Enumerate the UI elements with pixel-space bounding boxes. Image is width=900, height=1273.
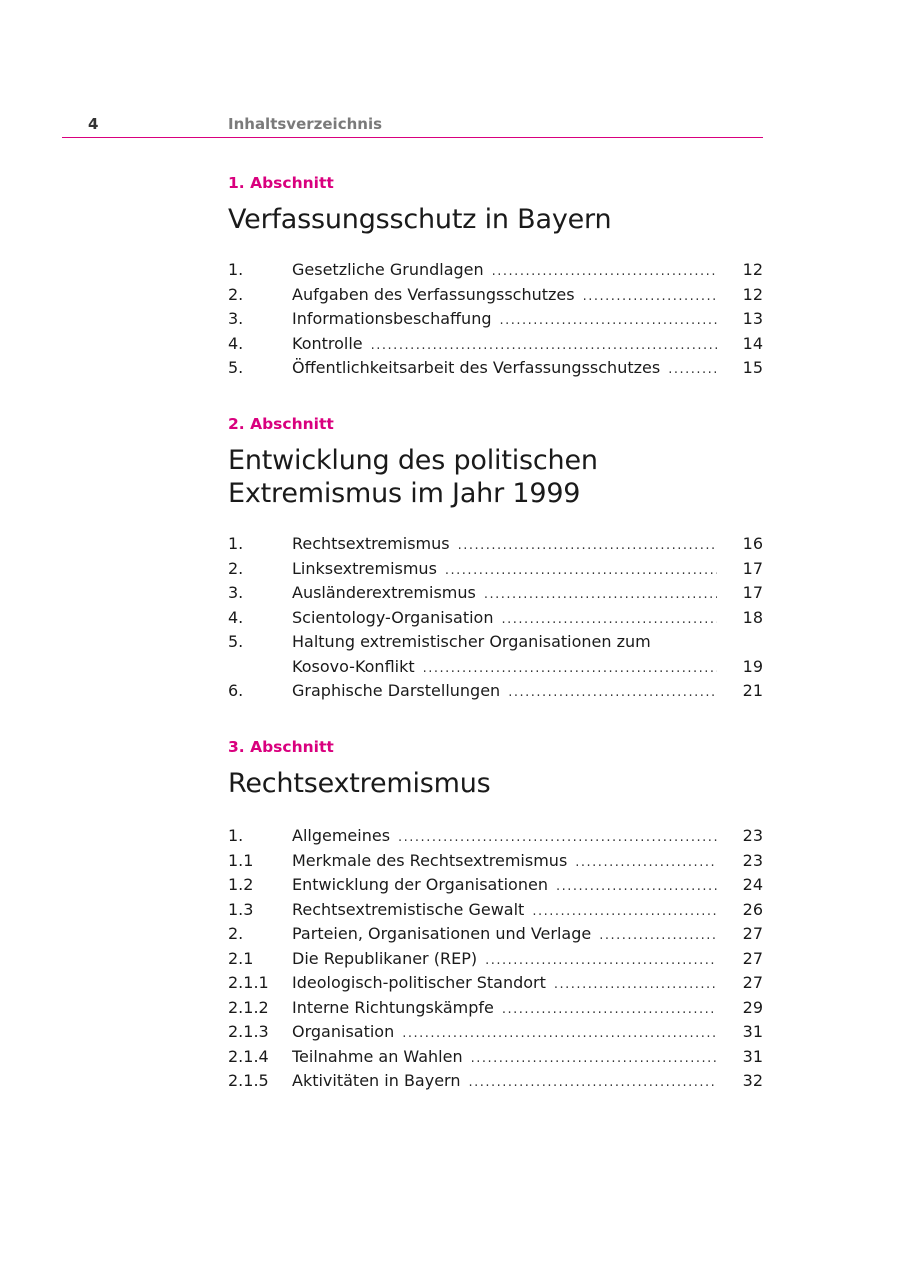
toc-entry[interactable] <box>228 873 763 898</box>
toc-entry-title <box>292 532 717 557</box>
toc-entry[interactable] <box>228 971 763 996</box>
toc-entry-title <box>292 898 717 923</box>
toc-entry-title <box>292 332 717 357</box>
toc-entry-number: 3. <box>228 583 244 602</box>
toc-entry-number: 1.3 <box>228 899 254 919</box>
toc-entry-page: 17 <box>742 558 763 578</box>
toc-entry[interactable] <box>228 679 763 704</box>
toc-entry-text: Kontrolle <box>292 333 363 353</box>
dot-leader <box>502 998 717 1021</box>
toc-section <box>228 737 763 1094</box>
section-title <box>228 767 763 800</box>
section-label: 2. Abschnitt <box>228 415 334 433</box>
toc-entry-title <box>292 606 717 631</box>
toc-entry-text: Graphische Darstellungen <box>292 681 501 700</box>
toc-entry-page: 24 <box>742 875 763 894</box>
dot-leader <box>398 826 717 849</box>
toc-list <box>228 532 763 704</box>
toc-entry-page: 27 <box>742 948 763 968</box>
toc-entry-page: 13 <box>742 309 763 328</box>
toc-entry-page: 15 <box>742 358 763 377</box>
toc-entry-text: Öffentlichkeitsarbeit des Verfassungsschutzes <box>292 358 661 377</box>
dot-leader <box>484 583 717 606</box>
toc-entry-page: 12 <box>742 260 763 279</box>
toc-entry-page: 27 <box>742 973 763 992</box>
toc-entry-title <box>292 356 717 381</box>
section-title <box>228 203 763 236</box>
toc-entry-page: 31 <box>742 1046 763 1066</box>
toc-entry-page: 18 <box>742 607 763 627</box>
toc-entry-text: Rechtsextremismus <box>292 534 450 553</box>
toc-entry-text: Haltung extremistischer Organisationen zum <box>292 632 651 651</box>
toc-entry[interactable] <box>228 557 763 582</box>
dot-leader <box>501 608 717 631</box>
toc-entry-number: 2. <box>228 558 244 578</box>
toc-entry-page: 27 <box>742 924 763 943</box>
dot-leader <box>371 334 717 357</box>
toc-entry-page: 19 <box>742 656 763 676</box>
dot-leader <box>599 924 717 947</box>
dot-leader <box>423 657 717 680</box>
toc-entry-title <box>292 947 717 972</box>
toc-entry-page: 16 <box>742 534 763 553</box>
toc-entry-number: 2.1.4 <box>228 1046 269 1066</box>
toc-entry[interactable] <box>228 996 763 1021</box>
toc-list <box>228 258 763 381</box>
toc-entry[interactable] <box>228 630 763 679</box>
toc-entry-number: 4. <box>228 607 244 627</box>
toc-entry-page: 21 <box>742 681 763 700</box>
toc-entry[interactable] <box>228 898 763 923</box>
toc-entry[interactable] <box>228 532 763 557</box>
toc-entry-number: 6. <box>228 681 244 700</box>
dot-leader <box>471 1047 717 1070</box>
toc-entry-text: Aktivitäten in Bayern <box>292 1071 461 1090</box>
toc-entry-page: 26 <box>742 899 763 919</box>
toc-entry-title <box>292 849 717 874</box>
section-label: 3. Abschnitt <box>228 738 334 756</box>
section-title-line: Rechtsextremismus <box>228 768 491 799</box>
dot-leader <box>554 973 717 996</box>
toc-entry-page: 17 <box>742 583 763 602</box>
toc-entry-title <box>292 679 717 704</box>
page-number: 4 <box>88 115 99 133</box>
toc-entry[interactable] <box>228 922 763 947</box>
toc-entry[interactable] <box>228 606 763 631</box>
toc-entry-text: Aufgaben des Verfassungsschutzes <box>292 284 575 304</box>
section-title-line: Entwicklung des politischen <box>228 445 598 476</box>
dot-leader <box>402 1022 717 1045</box>
toc-entry-number: 2.1.2 <box>228 997 269 1017</box>
toc-entry-title <box>292 258 717 283</box>
toc-entry-text: Gesetzliche Grundlagen <box>292 260 484 279</box>
toc-entry-number: 2.1 <box>228 948 254 968</box>
toc-entry[interactable] <box>228 1069 763 1094</box>
dot-leader <box>492 260 717 283</box>
toc-entry-title <box>292 283 717 308</box>
toc-entry-title <box>292 630 717 679</box>
toc-list <box>228 824 763 1094</box>
toc-entry[interactable] <box>228 307 763 332</box>
toc-entry-number: 2.1.1 <box>228 973 269 992</box>
toc-entry[interactable] <box>228 947 763 972</box>
dot-leader <box>485 949 717 972</box>
toc-entry-number: 2. <box>228 284 244 304</box>
toc-entry-title <box>292 1045 717 1070</box>
toc-entry-text: Merkmale des Rechtsextremismus <box>292 850 568 870</box>
toc-entry-text: Teilnahme an Wahlen <box>292 1046 463 1066</box>
toc-entry-page: 29 <box>742 997 763 1017</box>
toc-entry-number: 1. <box>228 826 244 845</box>
toc-entry-text: Ausländerextremismus <box>292 583 476 602</box>
toc-entry-page: 12 <box>742 284 763 304</box>
toc-entry-text: Die Republikaner (REP) <box>292 948 478 968</box>
dot-leader <box>508 681 717 704</box>
toc-entry-page: 23 <box>742 850 763 870</box>
toc-entry-title <box>292 1020 717 1045</box>
toc-entry-title <box>292 996 717 1021</box>
toc-entry[interactable] <box>228 258 763 283</box>
toc-entry-text: Allgemeines <box>292 826 391 845</box>
toc-entry-text: Rechtsextremistische Gewalt <box>292 899 525 919</box>
dot-leader <box>445 559 717 582</box>
dot-leader <box>556 875 717 898</box>
toc-entry-page: 23 <box>742 826 763 845</box>
toc-entry-text: Organisation <box>292 1022 395 1041</box>
toc-entry-number: 1.1 <box>228 850 254 870</box>
toc-entry-text: Ideologisch-politischer Standort <box>292 973 546 992</box>
toc-entry-page: 32 <box>742 1071 763 1090</box>
toc-entry-number: 2.1.3 <box>228 1022 269 1041</box>
dot-leader <box>583 285 717 308</box>
toc-entry-title <box>292 873 717 898</box>
toc-entry[interactable] <box>228 581 763 606</box>
toc-entry-title <box>292 581 717 606</box>
toc-section <box>228 173 763 381</box>
toc-entry[interactable] <box>228 1020 763 1045</box>
toc-entry[interactable] <box>228 356 763 381</box>
header-rule <box>62 137 763 138</box>
dot-leader <box>500 309 718 332</box>
toc-entry-text: Kosovo-Konflikt <box>292 656 415 676</box>
toc-entry-text: Linksextremismus <box>292 558 437 578</box>
toc-entry-number: 3. <box>228 309 244 328</box>
toc-entry[interactable] <box>228 824 763 849</box>
toc-entry-title <box>292 557 717 582</box>
toc-entry-title <box>292 307 717 332</box>
section-title-line: Extremismus im Jahr 1999 <box>228 478 581 509</box>
toc-entry-title <box>292 1069 717 1094</box>
toc-entry[interactable] <box>228 1045 763 1070</box>
toc-entry[interactable] <box>228 332 763 357</box>
toc-entry-text: Scientology-Organisation <box>292 607 494 627</box>
running-title: Inhaltsverzeichnis <box>228 115 383 133</box>
toc-entry-text: Informationsbeschaffung <box>292 309 492 328</box>
toc-entry-text: Parteien, Organisationen und Verlage <box>292 924 592 943</box>
toc-entry-title <box>292 971 717 996</box>
section-title-line: Verfassungsschutz in Bayern <box>228 204 612 235</box>
toc-entry[interactable] <box>228 849 763 874</box>
toc-entry-text: Entwicklung der Organisationen <box>292 875 548 894</box>
toc-entry-page: 14 <box>742 333 763 353</box>
toc-entry-text: Interne Richtungskämpfe <box>292 997 494 1017</box>
toc-entry-number: 1. <box>228 534 244 553</box>
toc-entry-number: 4. <box>228 333 244 353</box>
dot-leader <box>668 358 717 381</box>
toc-entry-title <box>292 824 717 849</box>
toc-entry-page: 31 <box>742 1022 763 1041</box>
dot-leader <box>458 534 717 557</box>
toc-entry-number: 2.1.5 <box>228 1071 269 1090</box>
toc-entry-title <box>292 922 717 947</box>
dot-leader <box>532 900 717 923</box>
toc-entry[interactable] <box>228 283 763 308</box>
section-label: 1. Abschnitt <box>228 174 334 192</box>
toc-section <box>228 414 763 704</box>
toc-entry-number: 1. <box>228 260 244 279</box>
dot-leader <box>468 1071 717 1094</box>
toc-entry-number: 1.2 <box>228 875 254 894</box>
section-title <box>228 444 763 510</box>
toc-entry-number: 5. <box>228 358 244 377</box>
toc-entry-number: 2. <box>228 924 244 943</box>
toc-entry-number: 5. <box>228 632 244 651</box>
dot-leader <box>575 851 717 874</box>
